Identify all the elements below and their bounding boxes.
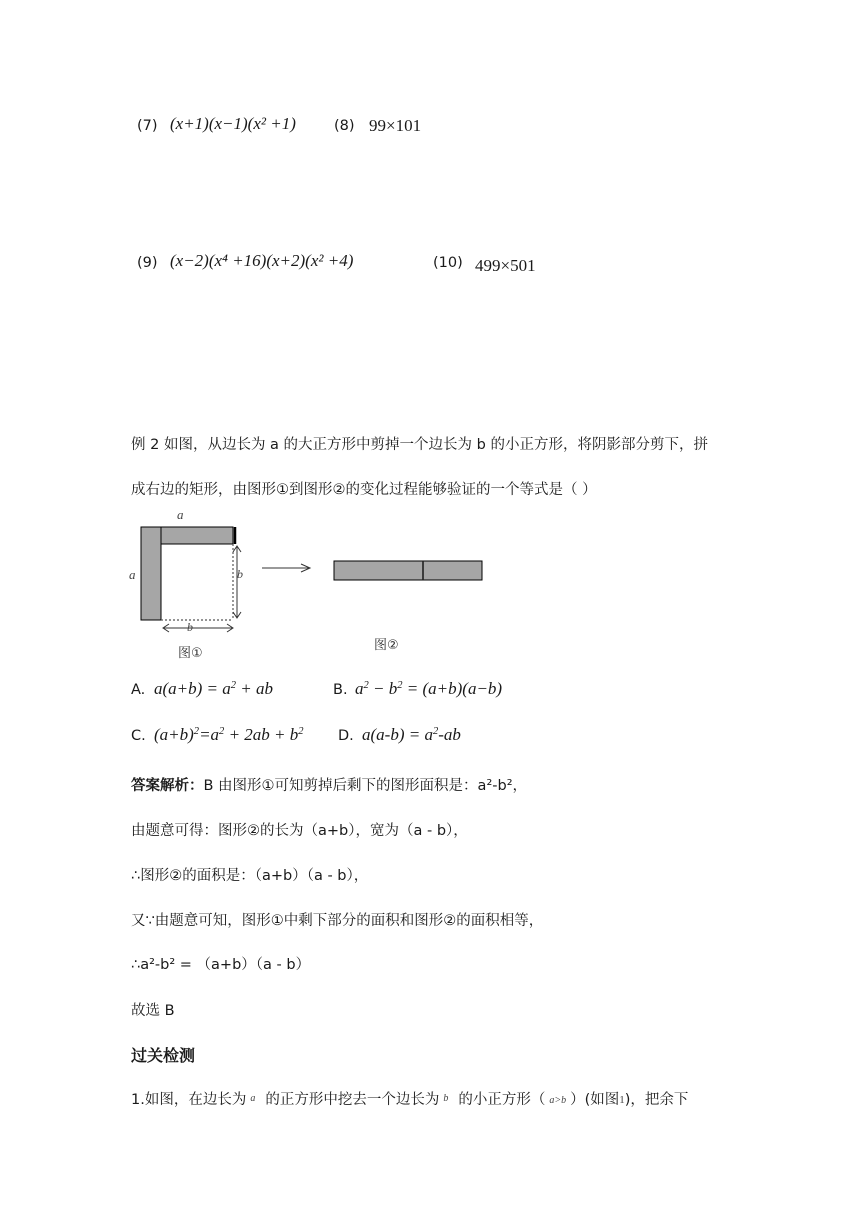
figure1-label-a-left: a xyxy=(129,567,136,582)
problem-9-label: (9) xyxy=(137,255,158,271)
option-b-expr: $a^2 - b^2 = (a+b)(a-b)$ xyxy=(355,679,503,698)
answer-line5: ∴a²-b² = （a+b）（a - b） xyxy=(131,957,311,973)
answer-heading: 答案解析： xyxy=(131,778,204,794)
problem-8-expr: 99×101 xyxy=(369,116,422,135)
option-b-label: B. xyxy=(333,682,348,698)
option-a-expr: $a(a+b) = a^2$ + ab xyxy=(154,679,274,698)
answer-line1 xyxy=(131,774,527,795)
figure1-label-b-bottom: b xyxy=(187,620,193,634)
problem-8-label: (8) xyxy=(334,118,355,134)
q1-var-b: b xyxy=(443,1093,449,1104)
answer-line1-rest: B 由图形①可知剪掉后剩下的图形面积是：a²-b²， xyxy=(203,778,528,794)
option-c-label: C. xyxy=(131,728,146,744)
q1-part-a: 1.如图，在边长为 xyxy=(131,1092,247,1108)
q1-var-a: a xyxy=(250,1093,256,1104)
problem-7-label: (7) xyxy=(137,118,158,134)
section-title: 过关检测 xyxy=(131,1046,196,1065)
answer-line2: 由题意可得：图形②的长为（a+b），宽为（a - b）， xyxy=(131,823,468,839)
example-2-line2: 成右边的矩形，由图形①到图形②的变化过程能够验证的一个等式是（ ） xyxy=(131,482,597,498)
q1-part-d: ）(如图 xyxy=(570,1092,620,1108)
figure1-caption: 图① xyxy=(178,646,203,661)
problem-10-expr: 499×501 xyxy=(475,256,536,275)
figure2-rect-right xyxy=(423,561,482,580)
example-figure xyxy=(120,500,500,665)
example-2-line1: 例 2 如图，从边长为 a 的大正方形中剪掉一个边长为 b 的小正方形，将阴影部分剪下，拼 xyxy=(131,437,708,453)
figure1-top-strip xyxy=(161,527,233,544)
answer-line4: 又∵由题意可知，图形①中剩下部分的面积和图形②的面积相等， xyxy=(131,913,544,929)
problem-9-expr: (x−2)(x⁴ +16)(x+2)(x² +4) xyxy=(170,251,354,270)
q1-part-c: 的小正方形（ xyxy=(458,1092,546,1108)
figure1-label-a-top: a xyxy=(177,507,184,522)
q1-part-b: 的正方形中挖去一个边长为 xyxy=(265,1092,440,1108)
q1-condition: a>b xyxy=(549,1095,567,1106)
question-1-text xyxy=(131,1088,688,1109)
figure1-label-b-right: b xyxy=(237,567,243,581)
option-d-label: D. xyxy=(338,728,354,744)
problem-10-label: (10) xyxy=(433,255,463,271)
q1-part-e: )，把余下 xyxy=(624,1092,689,1108)
figure2-caption: 图② xyxy=(374,638,399,653)
option-a-label: A. xyxy=(131,682,146,698)
q1-figure-number: 1 xyxy=(619,1094,625,1106)
option-d-expr: $a(a-b) = a^2-ab$ xyxy=(362,725,461,744)
option-c-expr: $(a+b)^2=a^2 + 2ab + b^2$ xyxy=(154,725,304,744)
figure2-rect-left xyxy=(334,561,423,580)
answer-line3: ∴图形②的面积是：（a+b）（a - b）， xyxy=(131,868,369,884)
figure1-left-strip xyxy=(141,527,161,620)
answer-line6: 故选 B xyxy=(131,1003,175,1019)
problem-7-expr: (x+1)(x−1)(x² +1) xyxy=(170,114,296,133)
